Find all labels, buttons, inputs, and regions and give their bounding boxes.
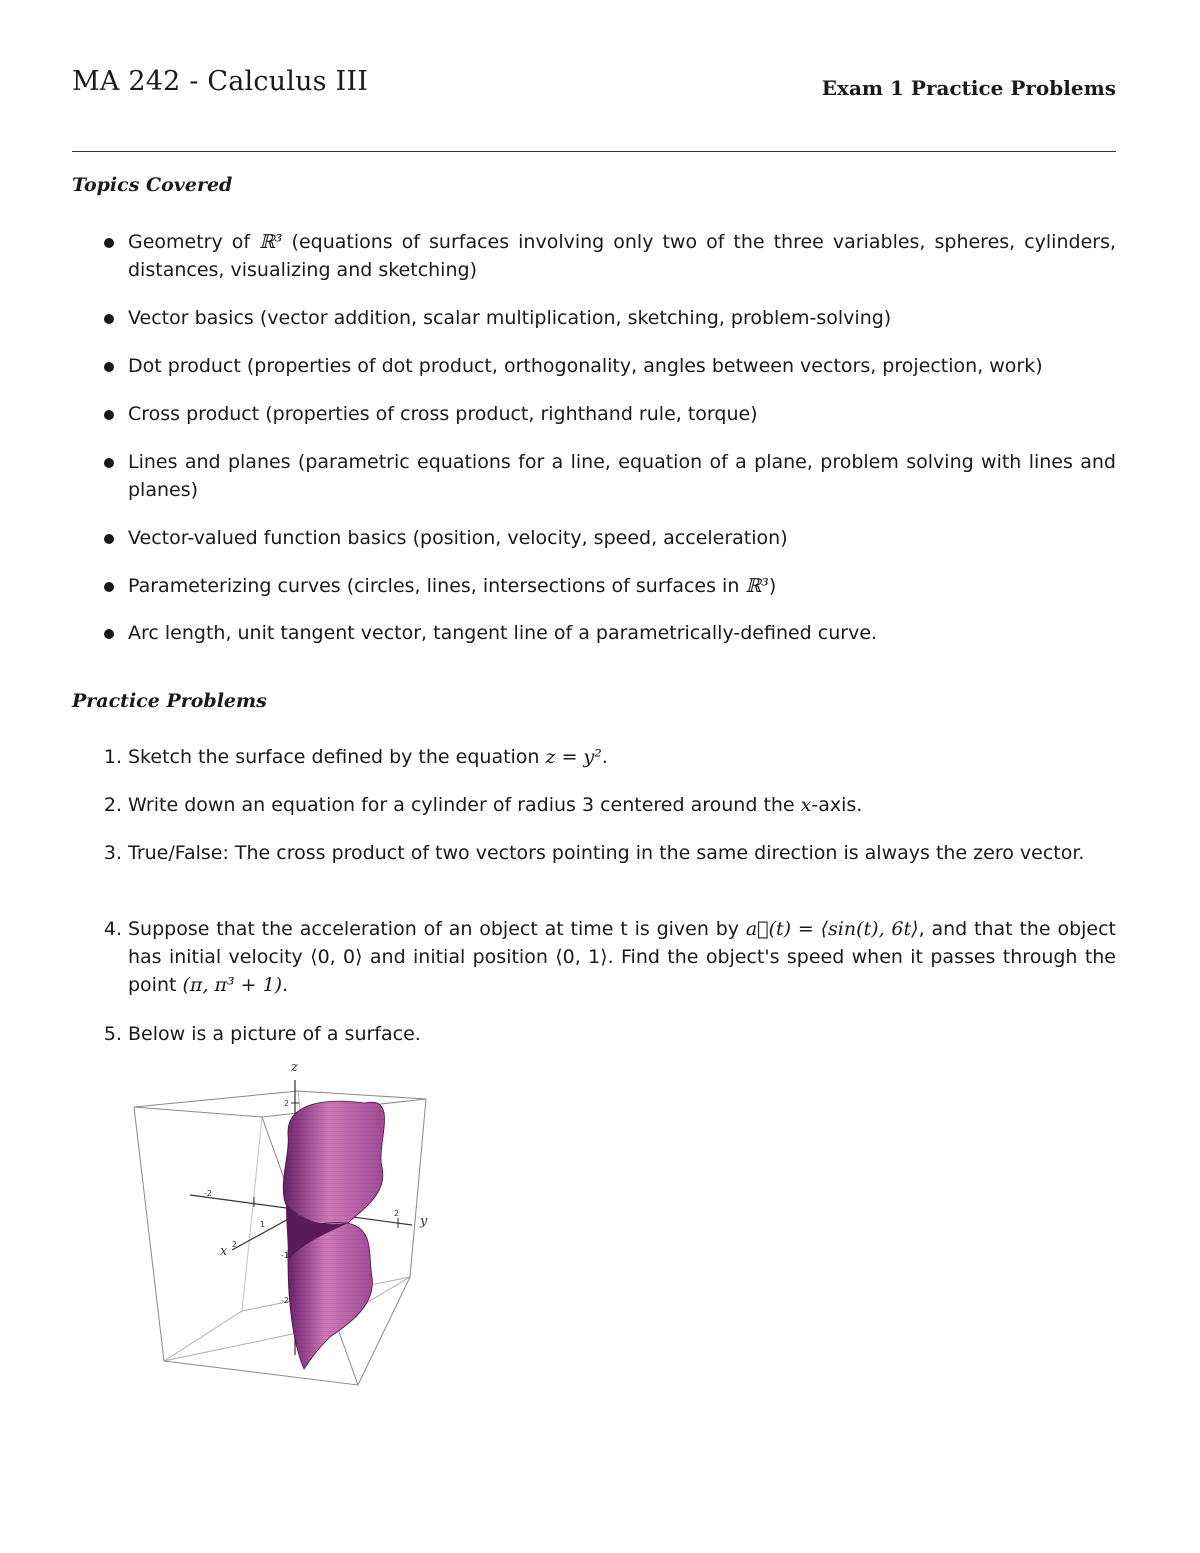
problem-2: Write down an equation for a cylinder of radius 3 centered around the x-axis. — [128, 794, 863, 816]
twisted-surface — [283, 1101, 384, 1369]
bullet-icon — [104, 238, 114, 248]
bullet-icon — [104, 582, 114, 592]
course-title: MA 242 - Calculus III — [72, 66, 369, 97]
topic-item-dot-product: Dot product (properties of dot product, orthogonality, angles between vectors, projection, work) — [128, 355, 1043, 377]
problem-number: 4. — [103, 918, 122, 940]
topic-item-cross-product: Cross product (properties of cross product, righthand rule, torque) — [128, 403, 758, 425]
x-tick-near: 1 — [260, 1220, 266, 1229]
problem-number: 1. — [103, 746, 122, 768]
bullet-icon — [104, 362, 114, 372]
z-tick-bot: -2 — [281, 1296, 289, 1305]
problem-number: 2. — [103, 794, 122, 816]
x-tick-far: 2 — [232, 1240, 238, 1249]
document-title: Exam 1 Practice Problems — [821, 76, 1116, 100]
problem-1: Sketch the surface defined by the equation z = y². — [128, 746, 608, 768]
bullet-icon — [104, 534, 114, 544]
surface-figure — [120, 1055, 440, 1390]
problem-number: 3. — [103, 842, 122, 864]
bullet-icon — [104, 314, 114, 324]
topic-item-vector-functions: Vector-valued function basics (position, velocity, speed, acceleration) — [128, 527, 788, 549]
y-tick-right: 2 — [394, 1209, 400, 1218]
bullet-icon — [104, 629, 114, 639]
problem-5: Below is a picture of a surface. — [128, 1023, 421, 1045]
y-tick-left: -2 — [204, 1189, 212, 1198]
z-tick-top: 2 — [284, 1099, 290, 1108]
bullet-icon — [104, 410, 114, 420]
z-axis-label: z — [291, 1060, 298, 1075]
topic-item-vector-basics: Vector basics (vector addition, scalar multiplication, sketching, problem-solving) — [128, 307, 892, 329]
z-tick-mid: -1 — [281, 1251, 289, 1260]
topics-heading: Topics Covered — [72, 174, 233, 196]
y-axis-label: y — [420, 1214, 428, 1229]
bullet-icon — [104, 458, 114, 468]
topic-item-arc-length: Arc length, unit tangent vector, tangent line of a parametrically-defined curve. — [128, 622, 878, 644]
topic-item-geometry: Geometry of ℝ³ (equations of surfaces involving only two of the three variables, spheres, cylinders, distances, visualizing and sketching) — [128, 231, 1117, 281]
problem-3: True/False: The cross product of two vectors pointing in the same direction is always the zero vector. — [128, 842, 1085, 864]
problem-number: 5. — [103, 1023, 122, 1045]
x-axis-label: x — [220, 1244, 228, 1259]
practice-heading: Practice Problems — [72, 690, 267, 712]
topic-item-lines-planes: Lines and planes (parametric equations for a line, equation of a plane, problem solving with lines and planes) — [128, 451, 1116, 501]
topic-item-parameterizing: Parameterizing curves (circles, lines, intersections of surfaces in ℝ³) — [128, 575, 777, 597]
problem-4: Suppose that the acceleration of an object at time t is given by a⃗(t) = ⟨sin(t), 6t⟩, and that the object has initial velocity ⟨0, 0⟩ and initial position ⟨0, 1⟩. Find the object's speed when it passes through the point (π, π³ + 1). — [128, 918, 1116, 996]
header-rule — [72, 151, 1116, 152]
